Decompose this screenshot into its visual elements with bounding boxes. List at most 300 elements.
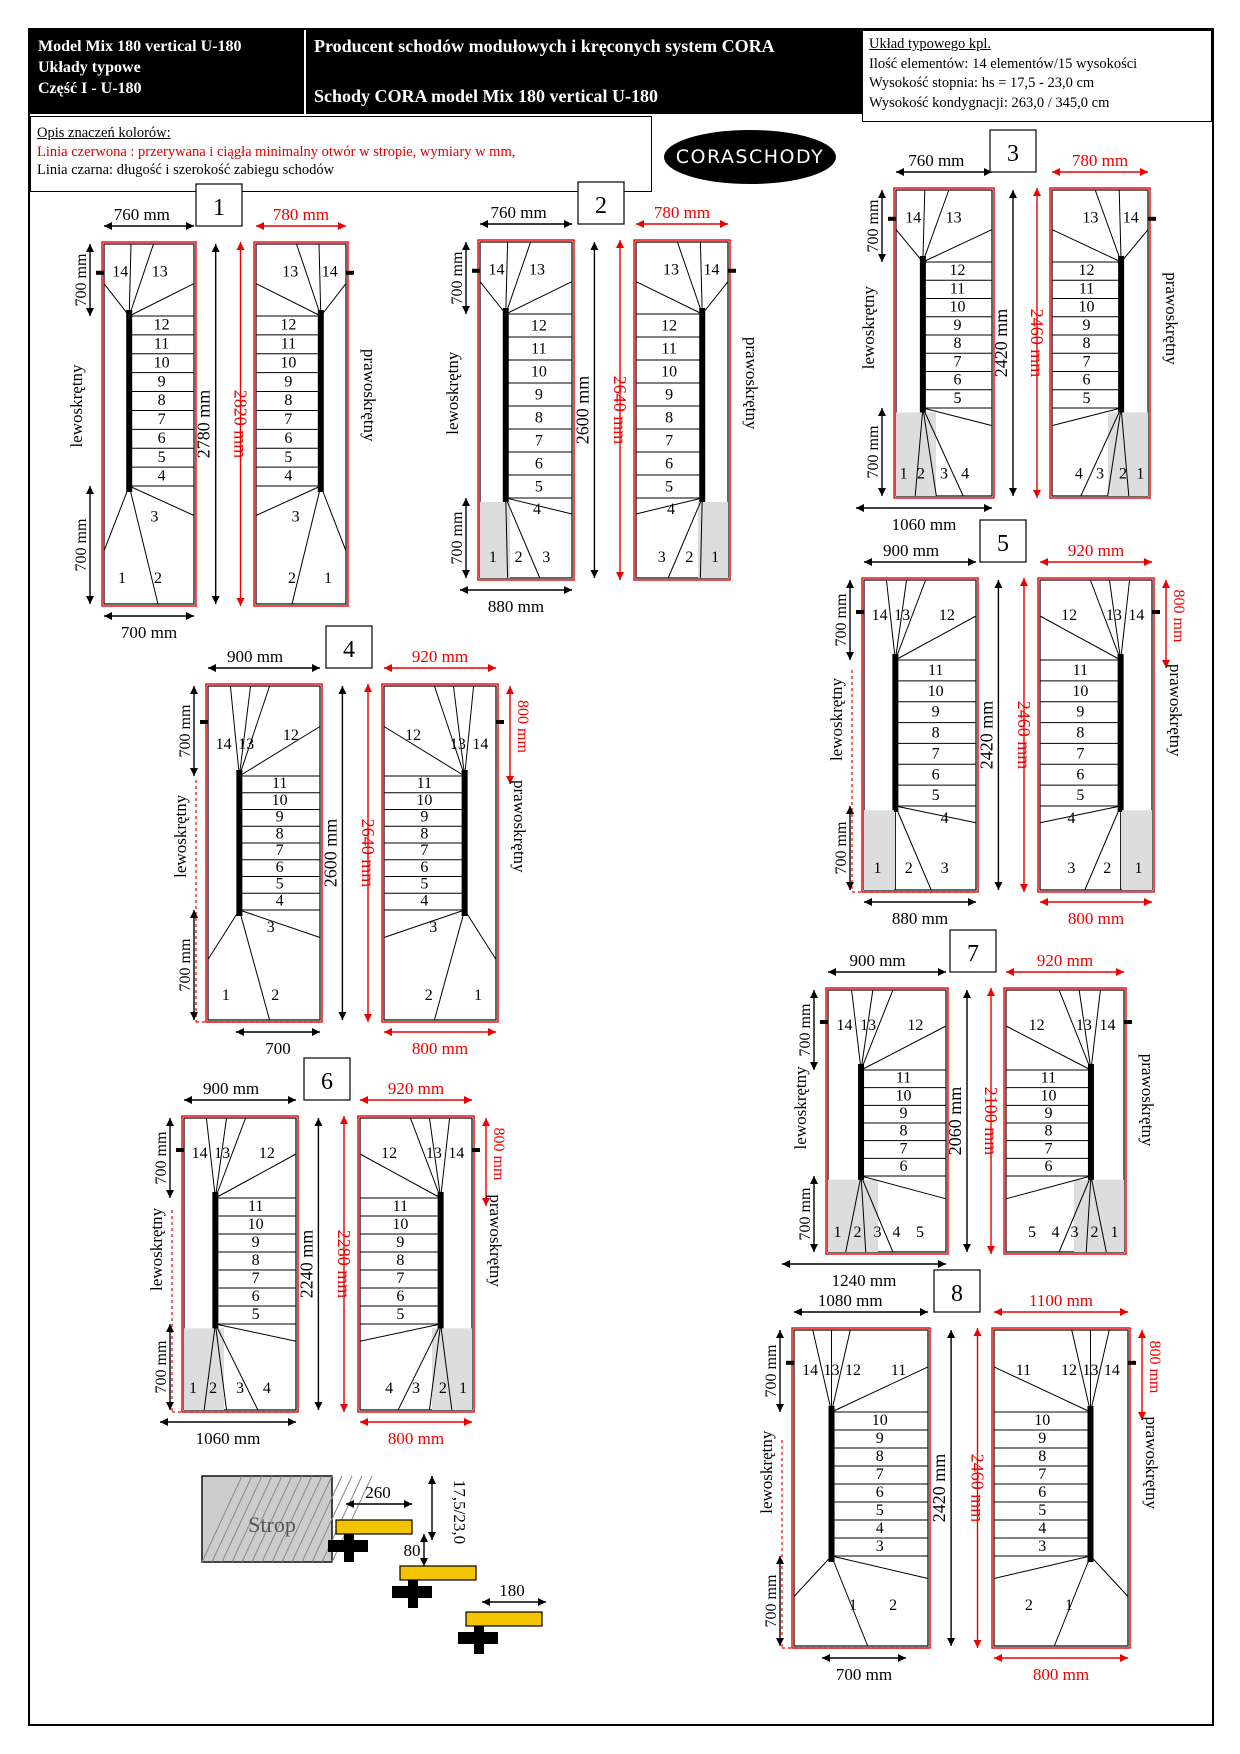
- logo-text: CORASCHODY: [675, 146, 825, 168]
- step-number: 12: [907, 1017, 924, 1034]
- arrowhead: [237, 242, 245, 250]
- step-number: 5: [275, 875, 284, 893]
- step-number: 4: [284, 467, 293, 485]
- tread-support: [458, 1632, 498, 1644]
- arrowhead: [896, 168, 904, 176]
- step-number: 9: [275, 808, 284, 826]
- step-number: 5: [931, 787, 940, 805]
- step-number: 11: [280, 335, 297, 353]
- step-number: 14: [215, 736, 232, 753]
- arrowhead: [810, 1176, 818, 1184]
- arrowhead: [987, 1246, 995, 1254]
- step-number: 6: [396, 1287, 405, 1305]
- arrowhead: [288, 1418, 296, 1426]
- step-number: 7: [420, 842, 429, 860]
- dim-bottom-black: 700: [265, 1039, 291, 1058]
- step-number: 8: [251, 1251, 260, 1269]
- dim-length-red: 2640 mm: [610, 375, 630, 445]
- arrowhead: [1040, 558, 1048, 566]
- dim-bottom-black: 700 mm: [120, 623, 178, 642]
- step-number: 3: [1067, 860, 1076, 878]
- step-number: 1: [488, 549, 497, 566]
- step-number: 9: [931, 703, 940, 721]
- arrowhead: [864, 558, 872, 566]
- step-number: 12: [949, 262, 966, 280]
- arrowhead: [987, 988, 995, 996]
- step-number: 6: [1082, 371, 1091, 389]
- step-number: 8: [899, 1122, 908, 1140]
- step-number: 12: [530, 317, 547, 335]
- dim-top-black: 760 mm: [908, 151, 965, 170]
- step-number: 1: [1134, 860, 1143, 878]
- layout-1: [67, 184, 379, 642]
- step-number: 9: [1044, 1105, 1053, 1123]
- step-number: 5: [284, 448, 293, 466]
- step-number: 6: [420, 858, 429, 876]
- arrowhead: [1138, 1330, 1146, 1338]
- arrowhead: [1009, 488, 1017, 496]
- arrowhead: [878, 190, 886, 198]
- step-number: 1: [848, 1597, 857, 1614]
- step-number: 4: [961, 465, 970, 483]
- dim-length-red: 2280 mm: [334, 1229, 354, 1299]
- arrowhead: [480, 220, 488, 228]
- dim-bottom-side: 700 mm: [833, 821, 850, 875]
- arrowhead: [166, 1190, 174, 1198]
- detail-tread: 260: [365, 1483, 391, 1502]
- step-number: 4: [1051, 1223, 1060, 1241]
- arrowhead: [420, 1534, 428, 1542]
- arrowhead: [237, 598, 245, 606]
- model-line-3: Część I - U-180: [38, 80, 142, 97]
- arrowhead: [994, 1308, 1002, 1316]
- step-number: 7: [396, 1269, 405, 1287]
- arrowhead: [1144, 558, 1152, 566]
- floor-shade: [698, 502, 728, 578]
- dim-top-red: 780 mm: [1071, 151, 1129, 170]
- layout-number: 7: [967, 941, 979, 967]
- step-number: 12: [258, 1145, 275, 1162]
- arrowhead: [86, 486, 94, 494]
- dim-side-red: 800 mm: [1170, 589, 1187, 643]
- label-left-turning: lewoskrętny: [757, 1430, 776, 1514]
- arrowhead: [166, 1402, 174, 1410]
- floor-shade: [864, 810, 894, 890]
- dim-bottom-red: 800 mm: [387, 1429, 445, 1448]
- step-number: 11: [890, 1362, 907, 1380]
- step-number: 2: [514, 549, 523, 566]
- arrowhead: [184, 1096, 192, 1104]
- dim-length-red: 2460 mm: [1014, 700, 1034, 770]
- arrowhead: [364, 1014, 372, 1022]
- arrowhead: [974, 1328, 982, 1336]
- step-number: 2: [271, 987, 280, 1005]
- step-number: 13: [1105, 607, 1122, 624]
- step-number: 6: [875, 1483, 884, 1501]
- step-number: 9: [157, 373, 166, 391]
- arrowhead: [462, 498, 470, 506]
- arrowhead: [190, 1012, 198, 1020]
- detail-thickness: 80: [403, 1541, 421, 1560]
- step-number: 12: [405, 727, 422, 744]
- step-number: 13: [529, 261, 546, 279]
- dim-top-black: 760 mm: [113, 205, 170, 224]
- step-number: 11: [661, 340, 677, 358]
- dim-length-black: 2420 mm: [976, 700, 997, 770]
- step-number: 10: [153, 354, 170, 372]
- step-number: 6: [251, 1287, 260, 1305]
- step-number: 9: [665, 386, 674, 404]
- dim-top-black: 900 mm: [849, 951, 906, 970]
- step-number: 8: [157, 392, 166, 410]
- arrowhead: [462, 242, 470, 250]
- step-number: 12: [1061, 1362, 1078, 1380]
- arrowhead: [256, 222, 264, 230]
- step-number: 6: [157, 429, 166, 447]
- dim-bottom-red: 800 mm: [411, 1039, 469, 1058]
- arrowhead: [963, 990, 971, 998]
- step-number: 3: [940, 860, 949, 878]
- arrowhead: [364, 684, 372, 692]
- step-number: 1: [221, 987, 230, 1005]
- arrowhead: [616, 572, 624, 580]
- arrowhead: [963, 1244, 971, 1252]
- arrowhead: [878, 488, 886, 496]
- step-number: 11: [153, 335, 170, 353]
- arrowhead: [314, 1118, 322, 1126]
- step-number: 5: [953, 389, 962, 407]
- step-number: 4: [275, 892, 284, 910]
- arrowhead: [938, 968, 946, 976]
- arrowhead: [636, 220, 644, 228]
- arrowhead: [776, 1404, 784, 1412]
- arrowhead: [994, 882, 1002, 890]
- step-number: 9: [899, 1105, 908, 1123]
- step-number: 8: [534, 409, 543, 427]
- step-number: 7: [665, 432, 674, 450]
- label-left-turning: lewoskrętny: [791, 1066, 810, 1150]
- step-number: 14: [1099, 1017, 1116, 1034]
- arrowhead: [464, 1096, 472, 1104]
- arrowhead: [846, 580, 854, 588]
- arrowhead: [208, 664, 216, 672]
- step-number: 6: [931, 766, 940, 784]
- detail-width: 180: [499, 1581, 525, 1600]
- dim-top-black: 900 mm: [202, 1079, 260, 1098]
- step-number: 7: [899, 1140, 908, 1158]
- arrowhead: [590, 570, 598, 578]
- dim-side: 700 mm: [449, 251, 466, 305]
- arrowhead: [340, 1404, 348, 1412]
- legend-red-line: Linia czerwona : przerywana i ciągła minimalny otwór w stropie, wymiary w mm,: [37, 143, 516, 160]
- dim-bottom-black: 1060 mm: [195, 1429, 261, 1448]
- dim-bottom-black: 880 mm: [891, 909, 949, 928]
- arrowhead: [190, 910, 198, 918]
- tread-yellow: [336, 1520, 412, 1534]
- step-number: 5: [251, 1305, 260, 1323]
- step-number: 10: [949, 298, 966, 316]
- step-number: 5: [157, 448, 166, 466]
- step-number: 12: [844, 1362, 861, 1380]
- arrowhead: [968, 558, 976, 566]
- arrowhead: [488, 1028, 496, 1036]
- step-number: 1: [711, 549, 720, 566]
- step-number: 11: [949, 280, 966, 298]
- dim-bottom-black: 1240 mm: [831, 1271, 897, 1290]
- step-number: 1: [1065, 1597, 1074, 1614]
- step-number: 2: [1024, 1597, 1033, 1614]
- dim-top-red: 920 mm: [1067, 541, 1125, 560]
- arrowhead: [974, 1640, 982, 1648]
- kit-step-height: Wysokość stopnia: hs = 17,5 - 23,0 cm: [869, 75, 1095, 91]
- kit-title: Układ typowego kpl.: [869, 36, 992, 52]
- step-number: 4: [533, 501, 542, 518]
- dim-bottom-side: 700 mm: [797, 1187, 814, 1241]
- step-number: 5: [875, 1501, 884, 1519]
- arrowhead: [488, 664, 496, 672]
- dim-top-red: 920 mm: [1036, 951, 1094, 970]
- step-number: 11: [416, 775, 433, 793]
- step-number: 1: [1136, 465, 1145, 483]
- step-number: 11: [1040, 1069, 1057, 1087]
- step-number: 1: [188, 1379, 197, 1397]
- dim-side-red: 800 mm: [514, 700, 531, 753]
- tread-yellow: [466, 1612, 542, 1626]
- dim-length-black: 2420 mm: [991, 308, 1011, 378]
- dim-length-red: 2640 mm: [358, 818, 378, 888]
- arrowhead: [1052, 168, 1060, 176]
- step-number: 6: [899, 1158, 908, 1176]
- step-number: 7: [275, 842, 284, 860]
- step-number: 6: [1076, 766, 1085, 784]
- step-number: 13: [151, 263, 168, 281]
- step-number: 14: [703, 261, 720, 279]
- step-number: 11: [531, 340, 547, 358]
- arrowhead: [984, 504, 992, 512]
- step-number: 6: [284, 429, 293, 447]
- arrowhead: [564, 586, 572, 594]
- step-number: 5: [420, 875, 429, 893]
- arrowhead: [1120, 1308, 1128, 1316]
- arrowhead: [314, 1402, 322, 1410]
- label-right-turning: prawoskrętny: [742, 336, 761, 430]
- label-right-turning: prawoskrętny: [1138, 1053, 1157, 1147]
- step-number: 14: [488, 261, 505, 279]
- layout-number: 3: [1007, 141, 1019, 167]
- step-number: 10: [416, 791, 433, 809]
- arrowhead: [782, 1260, 790, 1268]
- arrowhead: [1020, 884, 1028, 892]
- label-right-turning: prawoskrętny: [510, 780, 529, 873]
- stair-outline: [104, 244, 194, 604]
- step-number: 5: [396, 1305, 405, 1323]
- dim-side-red: 800 mm: [1146, 1340, 1163, 1394]
- step-number: 14: [112, 263, 129, 281]
- arrowhead: [720, 220, 728, 228]
- step-number: 1: [459, 1379, 468, 1397]
- step-number: 14: [1128, 607, 1145, 624]
- step-number: 14: [871, 607, 888, 624]
- arrowhead: [236, 1028, 244, 1036]
- step-number: 3: [873, 1223, 882, 1241]
- dim-side-red: 800 mm: [490, 1127, 507, 1181]
- arrowhead: [360, 1418, 368, 1426]
- step-number: 14: [321, 263, 338, 281]
- step-number: 7: [953, 353, 962, 371]
- arrowhead: [384, 664, 392, 672]
- arrowhead: [947, 1638, 955, 1646]
- arrowhead: [360, 1096, 368, 1104]
- step-number: 10: [927, 682, 944, 700]
- step-number: 9: [251, 1233, 260, 1251]
- arrowhead: [1009, 190, 1017, 198]
- arrowhead: [846, 652, 854, 660]
- dim-bottom-black: 880 mm: [487, 597, 545, 616]
- step-number: 7: [1076, 745, 1085, 763]
- step-number: 4: [940, 809, 949, 827]
- step-number: 8: [396, 1251, 405, 1269]
- arrowhead: [288, 1096, 296, 1104]
- step-number: 14: [472, 736, 489, 753]
- step-number: 3: [429, 919, 438, 936]
- arrowhead: [190, 686, 198, 694]
- step-number: 9: [534, 386, 543, 404]
- arrowhead: [482, 1598, 490, 1606]
- tread-yellow: [400, 1566, 476, 1580]
- stair-outline: [256, 244, 346, 604]
- dim-side: 700 mm: [177, 704, 194, 758]
- step-number: 9: [284, 373, 293, 391]
- step-number: 3: [1070, 1223, 1079, 1241]
- arrowhead: [212, 244, 220, 252]
- step-number: 9: [420, 808, 429, 826]
- step-number: 3: [657, 549, 666, 566]
- step-number: 5: [665, 478, 674, 496]
- step-number: 13: [238, 736, 255, 753]
- step-number: 8: [665, 409, 674, 427]
- step-number: 9: [1038, 1429, 1047, 1447]
- arrowhead: [828, 968, 836, 976]
- label-right-turning: prawoskrętny: [1162, 272, 1181, 365]
- dim-bottom-side: 700 mm: [763, 1574, 780, 1628]
- arrowhead: [776, 1556, 784, 1564]
- step-number: 4: [1038, 1519, 1047, 1537]
- step-number: 7: [284, 411, 293, 429]
- step-number: 3: [412, 1379, 420, 1397]
- arrowhead: [810, 1062, 818, 1070]
- step-number: 10: [247, 1215, 264, 1233]
- step-number: 11: [1072, 662, 1089, 680]
- arrowhead: [312, 1028, 320, 1036]
- step-number: 2: [209, 1379, 218, 1397]
- arrowhead: [938, 1260, 946, 1268]
- dim-top-red: 920 mm: [411, 647, 469, 666]
- step-number: 5: [1076, 787, 1085, 805]
- dim-side: 700 mm: [763, 1344, 780, 1398]
- dim-side: 700 mm: [797, 1003, 814, 1057]
- layout-3: [856, 130, 1181, 534]
- step-number: 10: [895, 1087, 912, 1105]
- tread-support: [328, 1540, 368, 1552]
- step-number: 9: [1076, 703, 1085, 721]
- step-number: 2: [916, 465, 925, 483]
- dim-bottom-red: 800 mm: [1067, 909, 1125, 928]
- arrowhead: [1040, 898, 1048, 906]
- step-number: 2: [1103, 860, 1112, 878]
- dim-length-red: 2100 mm: [981, 1086, 1001, 1156]
- model-line-2: Układy typowe: [38, 59, 141, 76]
- arrowhead: [878, 408, 886, 416]
- layout-number: 2: [595, 193, 607, 219]
- dim-length-black: 2780 mm: [193, 389, 214, 459]
- step-number: 6: [665, 455, 674, 473]
- arrowhead: [810, 1244, 818, 1252]
- step-number: 12: [153, 316, 170, 334]
- step-number: 4: [875, 1519, 884, 1537]
- step-number: 10: [1078, 298, 1095, 316]
- arrowhead: [616, 240, 624, 248]
- dim-length-black: 2600 mm: [320, 818, 341, 888]
- dim-bottom-side: 700 mm: [153, 1340, 170, 1394]
- step-number: 11: [1078, 280, 1095, 298]
- arrowhead: [590, 242, 598, 250]
- layout-number: 6: [321, 1069, 333, 1095]
- step-number: 8: [420, 825, 429, 843]
- step-number: 1: [324, 569, 332, 587]
- arrowhead: [864, 898, 872, 906]
- arrowhead: [968, 898, 976, 906]
- label-right-turning: prawoskrętny: [360, 348, 379, 442]
- arrowhead: [86, 308, 94, 316]
- step-number: 12: [1061, 607, 1078, 624]
- arrowhead: [1116, 968, 1124, 976]
- arrowhead: [104, 612, 112, 620]
- step-number: 13: [823, 1362, 840, 1380]
- label-left-turning: lewoskrętny: [67, 364, 86, 448]
- step-number: 13: [1082, 1362, 1099, 1380]
- arrowhead: [878, 254, 886, 262]
- step-number: 2: [1119, 465, 1128, 483]
- step-number: 11: [271, 775, 288, 793]
- step-number: 13: [1075, 1017, 1092, 1034]
- step-number: 8: [931, 724, 940, 742]
- layout-8: [757, 1270, 1163, 1684]
- layout-number: 8: [951, 1281, 963, 1307]
- dim-top-red: 780 mm: [272, 205, 330, 224]
- producer-title: Producent schodów modułowych i kręconych system CORA: [314, 36, 775, 56]
- dim-top-black: 900 mm: [882, 541, 940, 560]
- label-right-turning: prawoskrętny: [1142, 1416, 1161, 1509]
- step-number: 2: [685, 549, 694, 566]
- step-number: 13: [425, 1145, 442, 1162]
- step-number: 5: [1082, 389, 1091, 407]
- arrowhead: [898, 1654, 906, 1662]
- step-number: 3: [266, 919, 275, 936]
- step-number: 3: [150, 508, 159, 526]
- dim-bottom-side: 700 mm: [449, 511, 466, 565]
- dim-top-black: 900 mm: [226, 647, 284, 666]
- step-number: 6: [534, 455, 543, 473]
- label-left-turning: lewoskrętny: [859, 286, 878, 370]
- step-number: 12: [381, 1145, 398, 1162]
- step-number: 4: [1067, 809, 1076, 827]
- step-number: 5: [1038, 1501, 1047, 1519]
- step-number: 8: [953, 335, 962, 353]
- dim-top-red: 920 mm: [387, 1079, 445, 1098]
- arrowhead: [104, 222, 112, 230]
- arrowhead: [1006, 968, 1014, 976]
- arrowhead: [1162, 580, 1170, 588]
